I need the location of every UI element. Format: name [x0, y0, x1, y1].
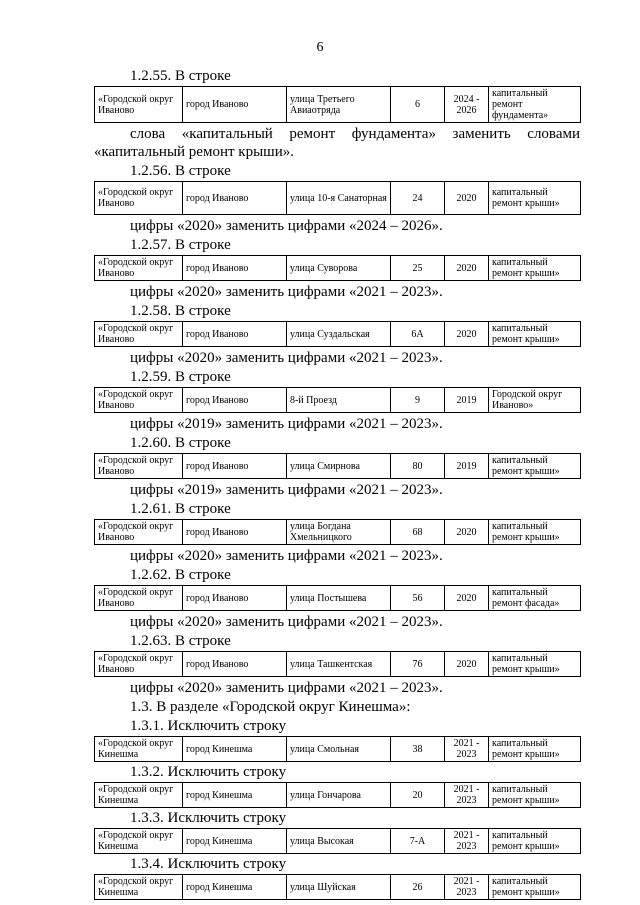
amendment-text-continued: «капитальный ремонт крыши».: [94, 144, 294, 160]
section-heading: 1.3. В разделе «Городской округ Кинешма»:: [130, 699, 411, 715]
cell-period: 2020: [445, 256, 489, 281]
section-heading: 1.3.2. Исключить строку: [130, 764, 287, 780]
cell-municipality: «Городской округ Иваново: [95, 322, 183, 347]
table-row: [94, 651, 581, 677]
cell-work-type: капитальный ремонт крыши»: [489, 256, 581, 281]
section-heading: 1.3.4. Исключить строку: [130, 856, 287, 872]
cell-locality: город Иваново: [183, 322, 287, 347]
cell-municipality: «Городской округ Иваново: [95, 586, 183, 611]
cell-locality: город Иваново: [183, 520, 287, 545]
cell-locality: город Кинешма: [183, 875, 287, 900]
cell-period: 2020: [445, 182, 489, 215]
amendment-text: цифры «2020» заменить цифрами «2021 – 2023».: [130, 680, 443, 696]
table-row: [94, 874, 581, 900]
cell-house-number: 76: [391, 652, 445, 677]
cell-street: улица Смольная: [287, 737, 391, 762]
cell-work-type: капитальный ремонт крыши»: [489, 829, 581, 854]
cell-period: 2021 - 2023: [445, 829, 489, 854]
cell-period: 2021 - 2023: [445, 783, 489, 808]
cell-locality: город Иваново: [183, 256, 287, 281]
cell-period: 2020: [445, 322, 489, 347]
amendment-text: цифры «2020» заменить цифрами «2021 – 2023».: [130, 548, 443, 564]
table-row: [94, 86, 581, 123]
cell-municipality: «Городской округ Кинешма: [95, 875, 183, 900]
cell-house-number: 68: [391, 520, 445, 545]
page-number: 6: [316, 40, 324, 55]
cell-house-number: 6А: [391, 322, 445, 347]
table-row: [94, 255, 581, 281]
cell-municipality: «Городской округ Иваново: [95, 652, 183, 677]
amendment-text: цифры «2020» заменить цифрами «2021 – 2023».: [130, 614, 443, 630]
cell-work-type: капитальный ремонт крыши»: [489, 783, 581, 808]
cell-house-number: 6: [391, 87, 445, 123]
cell-street: улица 10-я Санаторная: [287, 182, 391, 215]
cell-street: улица Постышева: [287, 586, 391, 611]
document-body: [94, 66, 580, 902]
cell-work-type: капитальный ремонт крыши»: [489, 322, 581, 347]
cell-municipality: «Городской округ Кинешма: [95, 737, 183, 762]
amendment-text: цифры «2020» заменить цифрами «2021 – 2023».: [130, 350, 443, 366]
table-row: [94, 519, 581, 545]
cell-house-number: 24: [391, 182, 445, 215]
cell-municipality: «Городской округ Кинешма: [95, 783, 183, 808]
amendment-text: цифры «2019» заменить цифрами «2021 – 2023».: [130, 416, 443, 432]
cell-work-type: капитальный ремонт крыши»: [489, 737, 581, 762]
cell-house-number: 7-А: [391, 829, 445, 854]
section-heading: 1.3.3. Исключить строку: [130, 810, 287, 826]
section-heading: 1.2.58. В строке: [130, 303, 231, 319]
cell-house-number: 38: [391, 737, 445, 762]
cell-work-type: капитальный ремонт фундамента»: [489, 87, 581, 123]
table-row: [94, 828, 581, 854]
section-heading: 1.2.61. В строке: [130, 501, 231, 517]
amendment-text: цифры «2020» заменить цифрами «2024 – 2026».: [130, 218, 443, 234]
cell-work-type: капитальный ремонт крыши»: [489, 182, 581, 215]
table-row: [94, 585, 581, 611]
cell-street: улица Богдана Хмельницкого: [287, 520, 391, 545]
table-row: [94, 321, 581, 347]
cell-municipality: «Городской округ Иваново: [95, 182, 183, 215]
cell-locality: город Иваново: [183, 454, 287, 479]
cell-street: улица Третьего Авиаотряда: [287, 87, 391, 123]
table-row: [94, 736, 581, 762]
cell-house-number: 9: [391, 388, 445, 413]
cell-house-number: 26: [391, 875, 445, 900]
section-heading: 1.2.60. В строке: [130, 435, 231, 451]
cell-period: 2019: [445, 454, 489, 479]
section-heading: 1.3.1. Исключить строку: [130, 718, 287, 734]
cell-house-number: 56: [391, 586, 445, 611]
cell-municipality: «Городской округ Иваново: [95, 454, 183, 479]
cell-work-type: капитальный ремонт крыши»: [489, 652, 581, 677]
cell-municipality: «Городской округ Кинешма: [95, 829, 183, 854]
cell-period: 2024 - 2026: [445, 87, 489, 123]
cell-period: 2020: [445, 520, 489, 545]
cell-locality: город Кинешма: [183, 737, 287, 762]
cell-street: улица Шуйская: [287, 875, 391, 900]
cell-work-type: Городской округ Иваново»: [489, 388, 581, 413]
cell-house-number: 25: [391, 256, 445, 281]
cell-work-type: капитальный ремонт фасада»: [489, 586, 581, 611]
cell-period: 2020: [445, 652, 489, 677]
cell-locality: город Кинешма: [183, 829, 287, 854]
section-heading: 1.2.63. В строке: [130, 633, 231, 649]
amendment-text: цифры «2020» заменить цифрами «2021 – 2023».: [130, 284, 443, 300]
cell-street: 8-й Проезд: [287, 388, 391, 413]
cell-locality: город Иваново: [183, 87, 287, 123]
cell-street: улица Гончарова: [287, 783, 391, 808]
cell-street: улица Суворова: [287, 256, 391, 281]
table-row: [94, 782, 581, 808]
cell-locality: город Иваново: [183, 182, 287, 215]
cell-locality: город Иваново: [183, 586, 287, 611]
cell-municipality: «Городской округ Иваново: [95, 388, 183, 413]
cell-period: 2021 - 2023: [445, 875, 489, 900]
cell-municipality: «Городской округ Иваново: [95, 520, 183, 545]
section-heading: 1.2.55. В строке: [130, 68, 231, 84]
cell-house-number: 80: [391, 454, 445, 479]
section-heading: 1.2.56. В строке: [130, 163, 231, 179]
cell-street: улица Высокая: [287, 829, 391, 854]
cell-period: 2020: [445, 586, 489, 611]
cell-locality: город Иваново: [183, 652, 287, 677]
cell-period: 2019: [445, 388, 489, 413]
table-row: [94, 453, 581, 479]
cell-locality: город Кинешма: [183, 783, 287, 808]
cell-street: улица Суздальская: [287, 322, 391, 347]
cell-street: улица Ташкентская: [287, 652, 391, 677]
cell-house-number: 20: [391, 783, 445, 808]
amendment-text: слова «капитальный ремонт фундамента» заменить словами: [130, 126, 580, 142]
cell-work-type: капитальный ремонт крыши»: [489, 520, 581, 545]
cell-work-type: капитальный ремонт крыши»: [489, 454, 581, 479]
amendment-text: цифры «2019» заменить цифрами «2021 – 2023».: [130, 482, 443, 498]
section-heading: 1.2.59. В строке: [130, 369, 231, 385]
section-heading: 1.2.57. В строке: [130, 237, 231, 253]
cell-period: 2021 - 2023: [445, 737, 489, 762]
cell-street: улица Смирнова: [287, 454, 391, 479]
table-row: [94, 181, 581, 215]
cell-work-type: капитальный ремонт крыши»: [489, 875, 581, 900]
table-row: [94, 387, 581, 413]
cell-municipality: «Городской округ Иваново: [95, 256, 183, 281]
section-heading: 1.2.62. В строке: [130, 567, 231, 583]
cell-locality: город Иваново: [183, 388, 287, 413]
cell-municipality: «Городской округ Иваново: [95, 87, 183, 123]
